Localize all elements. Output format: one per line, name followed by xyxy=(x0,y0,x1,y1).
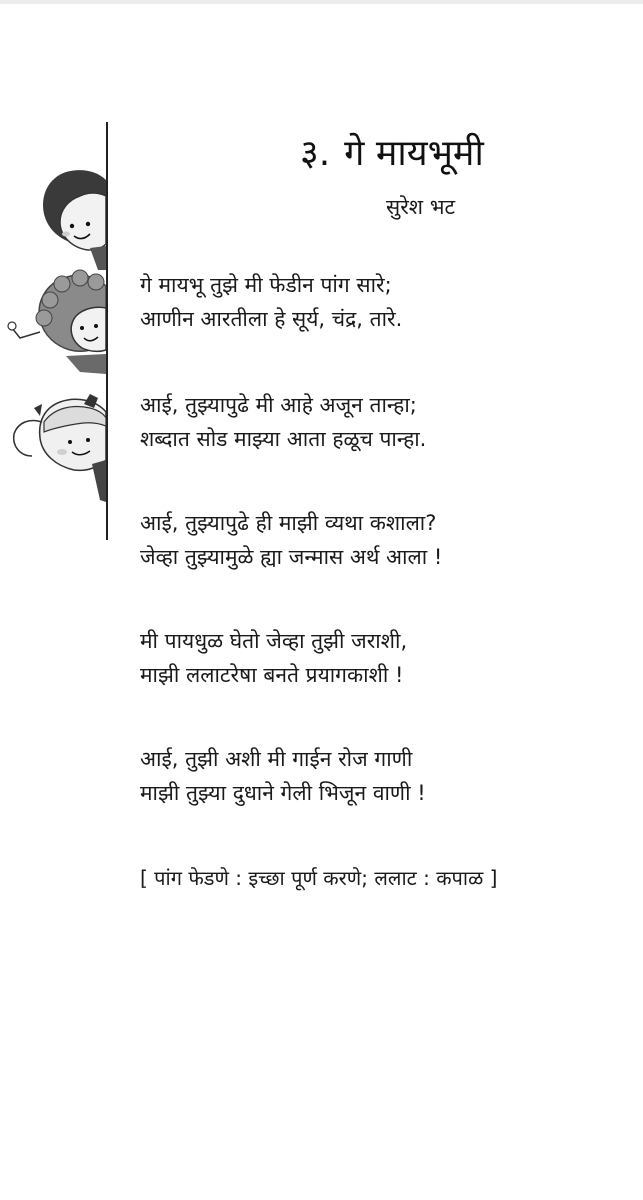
child-dark-hair-icon xyxy=(43,170,106,270)
poem-line: जेव्हा तुझ्यामुळे ह्या जन्मास अर्थ आला ! xyxy=(140,545,443,569)
poem-line: आई, तुझी अशी मी गाईन रोज गाणी xyxy=(140,747,413,771)
poem-line: आई, तुझ्यापुढे ही माझी व्यथा कशाला? xyxy=(140,511,437,535)
poem-title xyxy=(300,130,630,178)
poem-line: शब्दात सोड माझ्या आता हळूच पान्हा. xyxy=(140,427,427,451)
child-curly-hair-icon xyxy=(8,270,106,374)
child-pigtails-icon xyxy=(14,394,106,502)
stanza-1 xyxy=(140,268,402,336)
stanza-4 xyxy=(140,624,407,692)
poem-author: सुरेश भट xyxy=(386,195,456,219)
stanza-2 xyxy=(140,388,426,456)
stanza-3 xyxy=(140,506,442,574)
stanza-5 xyxy=(140,742,426,810)
glossary-note: [ पांग फेडणे : इच्छा पूर्ण करणे; ललाट : कपाळ ] xyxy=(140,866,498,890)
children-peeking-illustration xyxy=(0,160,130,540)
poem-line: मी पायधुळ घेतो जेव्हा तुझी जराशी, xyxy=(140,629,408,653)
poem-line: माझी ललाटरेषा बनते प्रयागकाशी ! xyxy=(140,663,404,687)
page-divider-line xyxy=(106,122,108,540)
poem-line: गे मायभू तुझे मी फेडीन पांग सारे; xyxy=(140,273,392,297)
poem-title-text: गे मायभूमी xyxy=(344,133,484,174)
top-edge-strip xyxy=(0,0,643,4)
poem-number: ३. xyxy=(300,133,331,174)
poem-line: आई, तुझ्यापुढे मी आहे अजून तान्हा; xyxy=(140,393,417,417)
poem-line: माझी तुझ्या दुधाने गेली भिजून वाणी ! xyxy=(140,781,426,805)
poem-line: आणीन आरतीला हे सूर्य, चंद्र, तारे. xyxy=(140,307,403,331)
